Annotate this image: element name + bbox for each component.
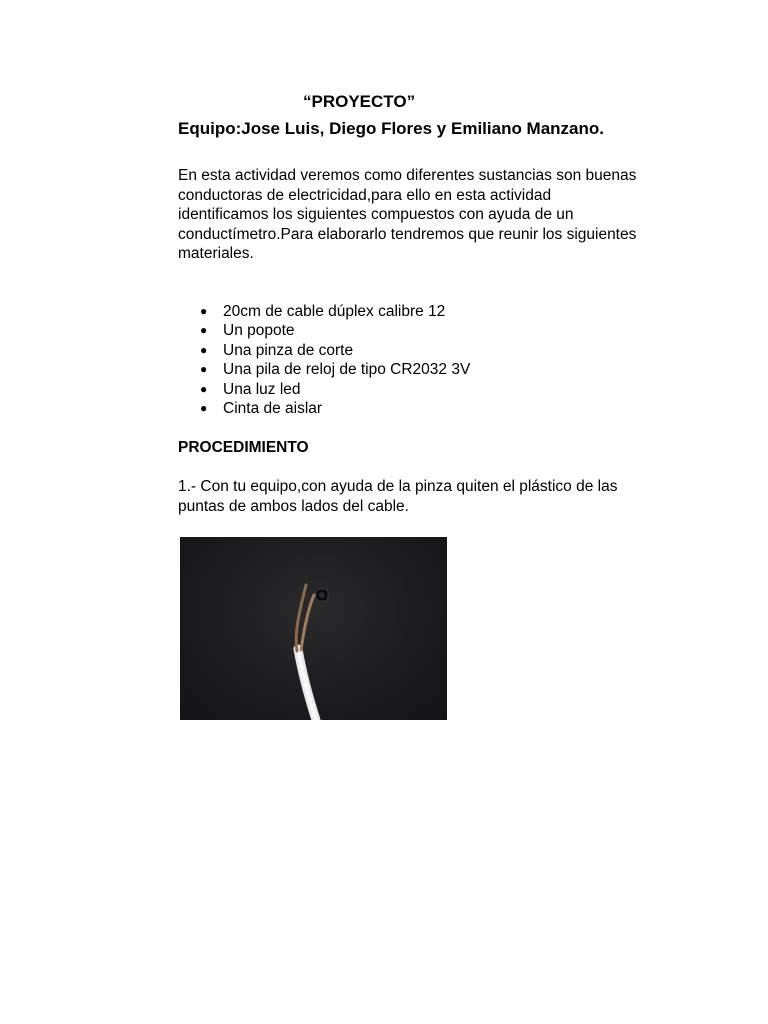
procedure-heading: PROCEDIMIENTO [178,439,309,456]
cable-photo [180,537,447,720]
document-title: “PROYECTO” [303,92,416,111]
bullet-icon: ● [200,401,208,416]
bullet-icon: ● [200,323,208,338]
intro-line: En esta actividad veremos como diferentes sustancias son buenas [178,167,637,184]
materials-list [178,302,470,418]
intro-line: materiales. [178,245,254,263]
procedure-step-1 [178,477,678,517]
material-label: Cinta de aislar [223,400,323,418]
list-item [178,399,470,418]
list-item [178,380,470,399]
material-label: 20cm de cable dúplex calibre 12 [223,303,446,320]
cable-illustration [180,537,447,720]
step-line: puntas de ambos lados del cable. [178,498,409,515]
list-item [178,360,470,379]
led-lens [319,592,325,598]
step-line: 1.- Con tu equipo,con ayuda de la pinza quiten el plástico de las [178,478,618,495]
material-label: Un popote [223,322,295,340]
bullet-icon: ● [200,362,208,377]
intro-line: identificamos los siguientes compuestos con ayuda de un [178,206,574,224]
cable-highlight [298,649,316,720]
bullet-icon: ● [200,381,208,396]
bullet-icon: ● [200,342,208,357]
intro-line: conductímetro.Para elaborarlo tendremos que reunir los siguientes [178,225,637,243]
bullet-icon: ● [200,304,208,318]
list-item [178,341,470,360]
list-item [178,321,470,340]
team-members: Equipo:Jose Luis, Diego Flores y Emiliano Manzano. [178,119,605,138]
material-label: Una pila de reloj de tipo CR2032 3V [223,361,471,379]
list-item [178,302,470,321]
intro-paragraph [178,166,678,264]
material-label: Una luz led [223,380,301,398]
intro-line: conductoras de electricidad,para ello en esta actividad [178,186,552,204]
material-label: Una pinza de corte [223,341,354,359]
